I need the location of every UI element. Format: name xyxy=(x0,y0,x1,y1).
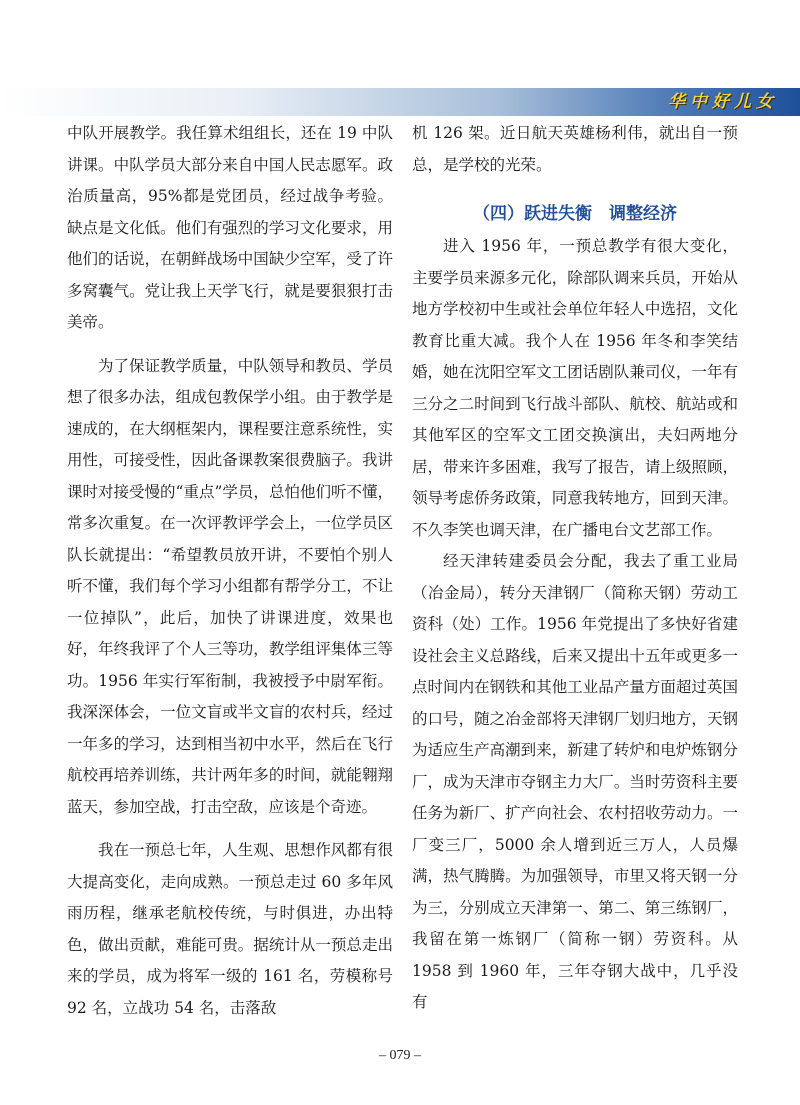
paragraph: 中队开展教学。我任算术组组长，还在 19 中队讲课。中队学员大部分来自中国人民志愿军。政治质量高，95%都是党团员，经过战争考验。缺点是文化低。他们有强烈的学习文化要求，用他们的话说，在朝鲜战场中国缺少空军，受了许多窝囊气。党让我上天学飞行，就是要狠狠打击美帝。 xyxy=(67,124,393,331)
paragraph: 进入 1956 年，一预总教学有很大变化，主要学员来源多元化，除部队调来兵员，开始从地方学校初中生或社会单位年轻人中选招，文化教育比重大减。我个人在 1956 年冬和李笑结婚，她在沈阳空军文工团话剧队兼司仪，一年有三分之二时间到飞行战斗部队、航校、航站或和其他军区的空军文工团交换演出，夫妇两地分居，带来许多困难，我写了报告，请上级照顾，领导考虑侨务政策，同意我转地方，回到天津。不久李笑也调天津，在广播电台文艺部工作。 xyxy=(412,237,738,539)
section-heading: （四）跃进失衡 调整经济 xyxy=(473,204,677,224)
paragraph: 我在一预总七年，人生观、思想作风都有很大提高变化，走向成熟。一预总走过 60 多年风雨历程，继承老航校传统，与时俱进，办出特色，做出贡献，难能可贵。据统计从一预总走出来的学员，成为将军一级的 161 名，劳模称号 92 名，立战功 54 名，击落敌 xyxy=(67,841,393,1017)
paragraph: 为了保证教学质量，中队领导和教员、学员想了很多办法，组成包教保学小组。由于教学是速成的，在大纲框架内，课程要注意系统性，实用性，可接受性，因此备课教案很费脑子。我讲课时对接受慢的“重点”学员，总怕他们听不懂，常多次重复。在一次评教评学会上，一位学员区队长就提出：“希望教员放开讲，不要怕个别人听不懂，我们每个学习小组都有帮学分工，不让一位掉队”，此后，加快了讲课进度，效果也好，年终我评了个人三等功，教学组评集体三等功。1956 年实行军衔制，我被授予中尉军衔。我深深体会，一位文盲或半文盲的农村兵，经过一年多的学习，达到相当初中水平，然后在飞行航校再培养训练，共计两年多的时间，就能翱翔蓝天，参加空战，打击空敌，应该是个奇迹。 xyxy=(67,356,393,816)
page-number: – 079 – xyxy=(379,1048,421,1063)
paragraph: 经天津转建委员会分配，我去了重工业局（冶金局），转分天津钢厂（简称天钢）劳动工资科（处）工作。1956 年党提出了多快好省建设社会主义总路线，后来又提出十五年或更多一点时间内在钢铁和其他工业品产量方面超过英国的口号，随之冶金部将天津钢厂划归地方，天钢为适应生产高潮到来，新建了转炉和电炉炼钢分厂，成为天津市夺钢主力大厂。当时劳资科主要任务为新厂、扩产向社会、农村招收劳动力。一厂变三厂，5000 余人增到近三万人，人员爆满，热气腾腾。为加强领导，市里又将天钢一分为三，分别成立天津第一、第二、第三练钢厂，我留在第一炼钢厂（简称一钢）劳资科。从 1958 到 1960 年，三年夺钢大战中，几乎没有 xyxy=(412,552,738,1011)
left-column xyxy=(67,118,393,1024)
paragraph: 机 126 架。近日航天英雄杨利伟，就出自一预总，是学校的光荣。 xyxy=(412,124,738,174)
right-column xyxy=(412,118,738,1019)
running-header-title: 华中好儿女 xyxy=(668,92,778,112)
